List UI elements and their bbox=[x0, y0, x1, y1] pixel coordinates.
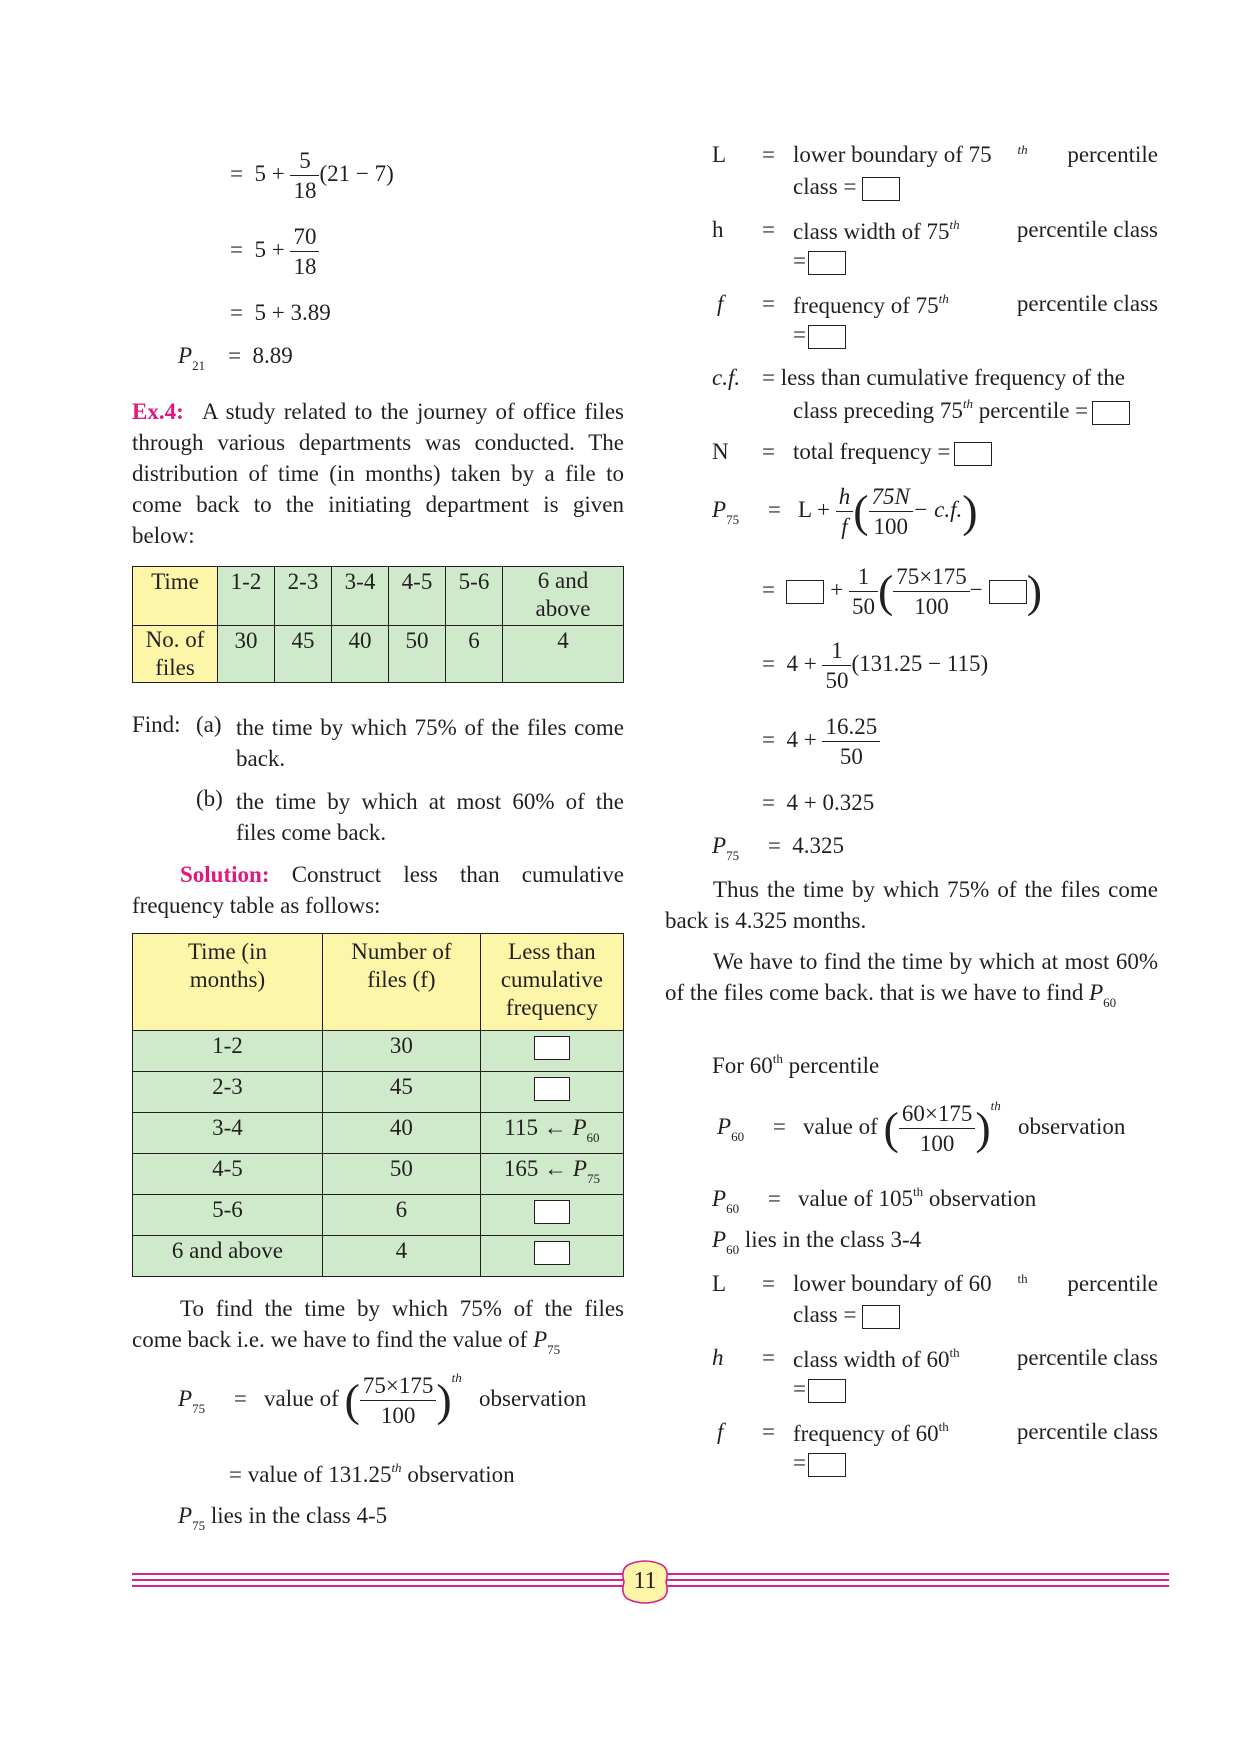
distribution-table bbox=[132, 566, 624, 683]
p60-lies: $P_{60}$ lies in the class 3-4 bbox=[712, 1227, 922, 1257]
p75-value-of: $P_{75}$ = value of ( $\frac{75\times 175}{100}$ )$^{th}$ observation bbox=[178, 1370, 587, 1429]
blank-box bbox=[989, 580, 1027, 604]
p75-step4: = 4 + 0.325 bbox=[762, 790, 875, 815]
def-f-75-text: frequency of 75th percentile class bbox=[793, 291, 1158, 318]
p75-symbol: P bbox=[533, 1327, 548, 1352]
def-L-75-cont: class = bbox=[793, 174, 900, 201]
fraction: $\frac{70}{18}$ bbox=[290, 222, 319, 281]
def-f-60-text: frequency of 60th percentile class bbox=[793, 1419, 1158, 1446]
find-b-text: the time by which at most 60% of the files come back. bbox=[236, 789, 624, 845]
def-L-75-text: lower boundary of 75 $^{th}$ percentile bbox=[793, 142, 1158, 167]
page-number: 11 bbox=[633, 1568, 657, 1594]
blank-box bbox=[862, 177, 900, 201]
calc-line-3: = 5 + 3.89 bbox=[230, 300, 331, 325]
table-header: Number of files (f) bbox=[322, 934, 480, 1031]
cumulative-frequency-table bbox=[132, 933, 624, 1277]
def-eq: = bbox=[762, 142, 775, 167]
fraction: $\frac{1}{50}$ bbox=[822, 636, 851, 695]
table-cell: 1-2 bbox=[218, 567, 275, 626]
table-cell: 3-4 bbox=[133, 1113, 323, 1154]
calc-line-2: = 5 + $\frac{70}{18}$ bbox=[230, 222, 319, 281]
def-L-75: L bbox=[712, 142, 727, 167]
blank-box bbox=[808, 325, 846, 349]
p75-value-line2: = value of 131.25th observation bbox=[229, 1460, 515, 1487]
for-60-heading: For 60th percentile bbox=[712, 1051, 880, 1078]
def-N: N bbox=[712, 439, 729, 464]
def-h-75-cont: = bbox=[793, 248, 846, 275]
table-cell: 30 bbox=[322, 1031, 480, 1072]
def-h-60: h bbox=[712, 1345, 724, 1370]
table-cell: 2-3 bbox=[133, 1072, 323, 1113]
blank-box bbox=[1092, 401, 1130, 425]
def-eq: = bbox=[762, 291, 775, 316]
table-cell: 5-6 bbox=[446, 567, 503, 626]
table-cell: 30 bbox=[218, 626, 275, 683]
fraction: $\frac{60\times 175}{100}$ bbox=[899, 1099, 975, 1158]
find-prefix: Find: bbox=[132, 712, 181, 737]
table-cell bbox=[480, 1031, 623, 1072]
p60-intro: We have to find the time by which at most 60% of the files come back. that is we have to find $P_{60}$ bbox=[665, 949, 1158, 1010]
def-cf: c.f. bbox=[712, 365, 741, 390]
fraction: $\frac{h}{f}$ bbox=[836, 482, 854, 541]
def-f-75: f bbox=[717, 291, 724, 316]
p75-formula: $P_{75}$ = L + $\frac{h}{f}$ ( $\frac{75N}{100}$ − c.f.) bbox=[712, 484, 978, 539]
def-f-60-cont: = bbox=[793, 1450, 846, 1477]
table-cell: 6 bbox=[322, 1195, 480, 1236]
def-h-60-cont: = bbox=[793, 1376, 846, 1403]
table-cell bbox=[480, 1236, 623, 1277]
table-cell: 6 and above bbox=[133, 1236, 323, 1277]
table-cell bbox=[480, 1072, 623, 1113]
blank-box bbox=[862, 1305, 900, 1329]
table-cell: 6 and above bbox=[503, 567, 624, 626]
def-N-text: total frequency = bbox=[793, 439, 992, 466]
p60-value-of: $P_{60}$ = value of ( $\frac{60\times 175}{100}$ )$^{th}$ observation bbox=[717, 1098, 1126, 1157]
table-cell: 6 bbox=[446, 626, 503, 683]
def-h-60-text: class width of 60th percentile class bbox=[793, 1345, 1158, 1372]
def-f-60: f bbox=[717, 1419, 724, 1444]
table-header: Time (in months) bbox=[133, 934, 323, 1031]
blank-box bbox=[786, 580, 824, 604]
def-h-75-text: class width of 75th percentile class bbox=[793, 217, 1158, 244]
fraction: $\frac{16.25}{50}$ bbox=[822, 712, 880, 771]
table-cell bbox=[480, 1195, 623, 1236]
def-cf-cont: class preceding 75th percentile = bbox=[793, 396, 1130, 425]
p75-lies: $P_{75}$ lies in the class 4-5 bbox=[178, 1503, 388, 1533]
p75-intro: To find the time by which 75% of the files come back i.e. we have to find the value of $P_{75}$ bbox=[132, 1296, 624, 1357]
table-cell: 2-3 bbox=[275, 567, 332, 626]
page-number-badge bbox=[620, 1560, 670, 1604]
blank-box bbox=[534, 1200, 570, 1224]
def-eq: = bbox=[762, 1271, 775, 1296]
fraction: $\frac{75N}{100}$ bbox=[869, 482, 913, 541]
table-cell: 165 ← $P_{75}$ bbox=[480, 1154, 623, 1195]
p75-step3: = 4 + $\frac{16.25}{50}$ bbox=[762, 712, 880, 771]
table-header: Time bbox=[133, 567, 218, 626]
table-cell: 5-6 bbox=[133, 1195, 323, 1236]
blank-box bbox=[954, 442, 992, 466]
solution-text: Solution: Construct less than cumulative frequency table as follows: bbox=[132, 862, 624, 918]
def-L-60: L bbox=[712, 1271, 727, 1296]
table-cell: 1-2 bbox=[133, 1031, 323, 1072]
def-eq: = bbox=[762, 1419, 775, 1444]
fraction: $\frac{75\times 175}{100}$ bbox=[360, 1371, 436, 1430]
fraction: $\frac{5}{18}$ bbox=[290, 146, 319, 205]
table-header: Less than cumulative frequency bbox=[480, 934, 623, 1031]
fraction: $\frac{75\times 175}{100}$ bbox=[893, 562, 969, 621]
table-cell: 4-5 bbox=[133, 1154, 323, 1195]
def-L-60-text: lower boundary of 60 $^{th}$ percentile bbox=[793, 1271, 1158, 1296]
table-cell: 45 bbox=[275, 626, 332, 683]
table-cell: 45 bbox=[322, 1072, 480, 1113]
def-L-60-cont: class = bbox=[793, 1302, 900, 1329]
example-text: A study related to the journey of office files through various departments was conducted. The distribution of time (in months) taken by a file to come back to the initiating department is given below: bbox=[132, 399, 624, 548]
p60-value-line2: $P_{60}$ = value of 105th observation bbox=[712, 1184, 1037, 1216]
find-a-text: the time by which 75% of the files come back. bbox=[236, 715, 624, 771]
table-cell: 50 bbox=[389, 626, 446, 683]
table-cell: 40 bbox=[332, 626, 389, 683]
p75-result: $P_{75}$ = 4.325 bbox=[712, 833, 845, 863]
table-cell: 50 bbox=[322, 1154, 480, 1195]
calc-line-4: $P_{21}$ = 8.89 bbox=[178, 343, 293, 373]
p75-step1: = + $\frac{1}{50}$ ( $\frac{75\times 175}{100}$ − ) bbox=[762, 564, 1043, 619]
def-f-75-cont: = bbox=[793, 322, 846, 349]
def-eq: = bbox=[762, 1345, 775, 1370]
blank-box bbox=[808, 1453, 846, 1477]
find-b-label: (b) bbox=[196, 786, 223, 811]
blank-box bbox=[534, 1241, 570, 1265]
def-h-75: h bbox=[712, 217, 724, 242]
fraction: $\frac{1}{50}$ bbox=[849, 562, 878, 621]
table-cell: 4 bbox=[503, 626, 624, 683]
blank-box bbox=[808, 1379, 846, 1403]
table-header: No. of files bbox=[133, 626, 218, 683]
table-cell: 115 ← $P_{60}$ bbox=[480, 1113, 623, 1154]
table-cell: 4-5 bbox=[389, 567, 446, 626]
def-cf-text: = less than cumulative frequency of the bbox=[762, 365, 1125, 390]
table-cell: 3-4 bbox=[332, 567, 389, 626]
def-eq: = bbox=[762, 217, 775, 242]
find-a-label: (a) bbox=[196, 712, 222, 737]
blank-box bbox=[534, 1036, 570, 1060]
blank-box bbox=[534, 1077, 570, 1101]
table-cell: 40 bbox=[322, 1113, 480, 1154]
p75-step2: = 4 + $\frac{1}{50}$ (131.25 − 115) bbox=[762, 638, 989, 693]
conclusion-75: Thus the time by which 75% of the files come back is 4.325 months. bbox=[665, 877, 1158, 933]
example-label: Ex.4: bbox=[132, 399, 184, 424]
def-eq: = bbox=[762, 439, 775, 464]
table-cell: 4 bbox=[322, 1236, 480, 1277]
blank-box bbox=[808, 251, 846, 275]
calc-line-1: = 5 + $\frac{5}{18}$ (21 − 7) bbox=[230, 148, 394, 203]
